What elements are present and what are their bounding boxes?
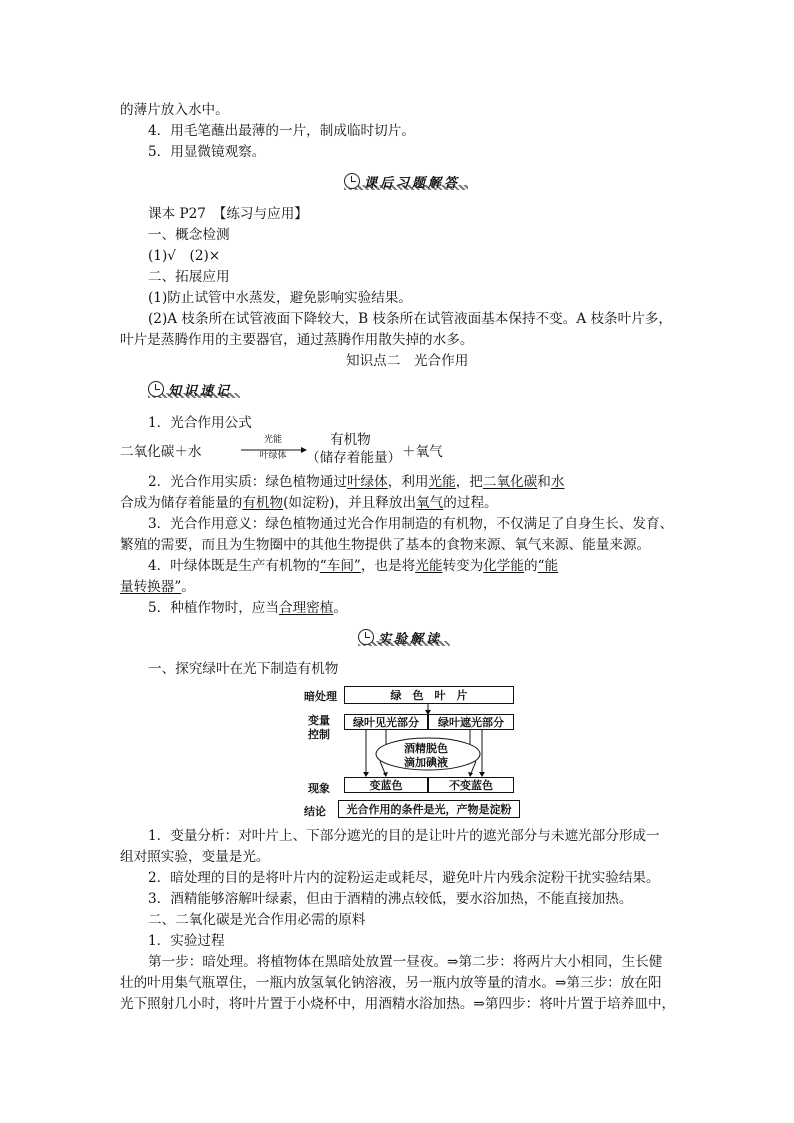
photosynthesis-formula: 二氧化碳＋水 光能 叶绿体 有机物 （储存着能量） ＋氧气 [120,432,443,466]
text-line: 4．用毛笔蘸出最薄的一片，制成临时切片。 [148,123,415,139]
text-line: 组对照实验，变量是光。 [120,849,270,865]
text-line: (1)√ (2)× [148,248,221,264]
experiment-flow-diagram: 暗处理 绿 色 叶 片 变量 控制 绿叶见光部分 绿叶遮光部分 酒精脱色 滴加碘液 现象 变蓝色 不变蓝色 结论 光合作用的条件是光，产物是淀粉 [300,684,530,820]
text-line: 合成为储存着能量的有机物(如淀粉)，并且释放出氧气的过程。 [120,495,498,511]
text-line: 课本 P27 【练习与应用】 [148,206,308,222]
diagram-box-shade: 绿叶遮光部分 [428,714,514,730]
diagram-box-conclusion: 光合作用的条件是光，产物是淀粉 [338,800,520,818]
text-line: 1．变量分析：对叶片上、下部分遮光的目的是让叶片的遮光部分与未遮光部分形成一 [148,828,660,844]
text-line: 1．实验过程 [148,933,225,949]
text-line: 繁殖的需要，而且为生物圈中的其他生物提供了基本的食物来源、氧气来源、能量来源。 [120,537,651,553]
text-line: 光下照射几小时，将叶片置于小烧杯中，用酒精水浴加热。⇒第四步：将叶片置于培养皿中， [120,996,676,1012]
diagram-box-leaf: 绿 色 叶 片 [344,686,514,704]
text-line: 的薄片放入水中。 [120,102,229,118]
text-line: 一、探究绿叶在光下制造有机物 [148,661,339,677]
text-line: 二、二氧化碳是光合作用必需的原料 [148,912,366,928]
diagram-box-notblue: 不变蓝色 [428,777,514,793]
text-line: 5．种植作物时，应当合理密植。 [148,600,347,616]
text-line: 壮的叶用集气瓶罩住，一瓶内放氢氧化钠溶液，另一瓶内放等量的清水。⇒第三步：放在阳 [120,975,662,991]
diagram-box-light: 绿叶见光部分 [344,714,428,730]
stopwatch-icon [344,173,360,189]
text-line: 5．用显微镜观察。 [148,144,266,160]
section-badge-homework: 课后习题解答 [344,172,460,190]
text-line: 4．叶绿体既是生产有机物的“车间”，也是将光能转变为化学能的“能 [148,558,559,574]
section-badge-experiment: 实验解读 [358,628,442,646]
text-line: 量转换器”。 [120,579,195,595]
text-line: 2．光合作用实质：绿色植物通过叶绿体，利用光能，把二氧化碳和水 [148,474,565,490]
text-line: 叶片是蒸腾作用的主要器官，通过蒸腾作用散失掉的水多。 [120,332,474,348]
diagram-box-blue: 变蓝色 [344,777,428,793]
text-line: (2)A 枝条所在试管液面下降较大，B 枝条所在试管液面基本保持不变。A 枝条叶片多， [148,311,673,327]
text-line: 一、概念检测 [148,227,230,243]
stopwatch-icon [148,381,164,397]
text-line: 1．光合作用公式 [148,415,252,431]
text-line: 第一步：暗处理。将植物体在黑暗处放置一昼夜。⇒第二步：将两片大小相同，生长健 [148,954,663,970]
text-line: (1)防止试管中水蒸发，避免影响实验结果。 [148,290,412,306]
section-badge-knowledge: 知识速记 [148,380,232,398]
text-line: 2．暗处理的目的是将叶片内的淀粉运走或耗尽，避免叶片内残余淀粉干扰实验结果。 [148,870,660,886]
arrow-icon [241,446,309,454]
text-line: 二、拓展应用 [148,269,230,285]
text-line: 3．酒精能够溶解叶绿素，但由于酒精的沸点较低，要水浴加热，不能直接加热。 [148,891,633,907]
subheading: 知识点二 光合作用 [346,353,469,369]
stopwatch-icon [358,629,374,645]
text-line: 3．光合作用意义：绿色植物通过光合作用制造的有机物，不仅满足了自身生长、发育、 [148,516,674,532]
